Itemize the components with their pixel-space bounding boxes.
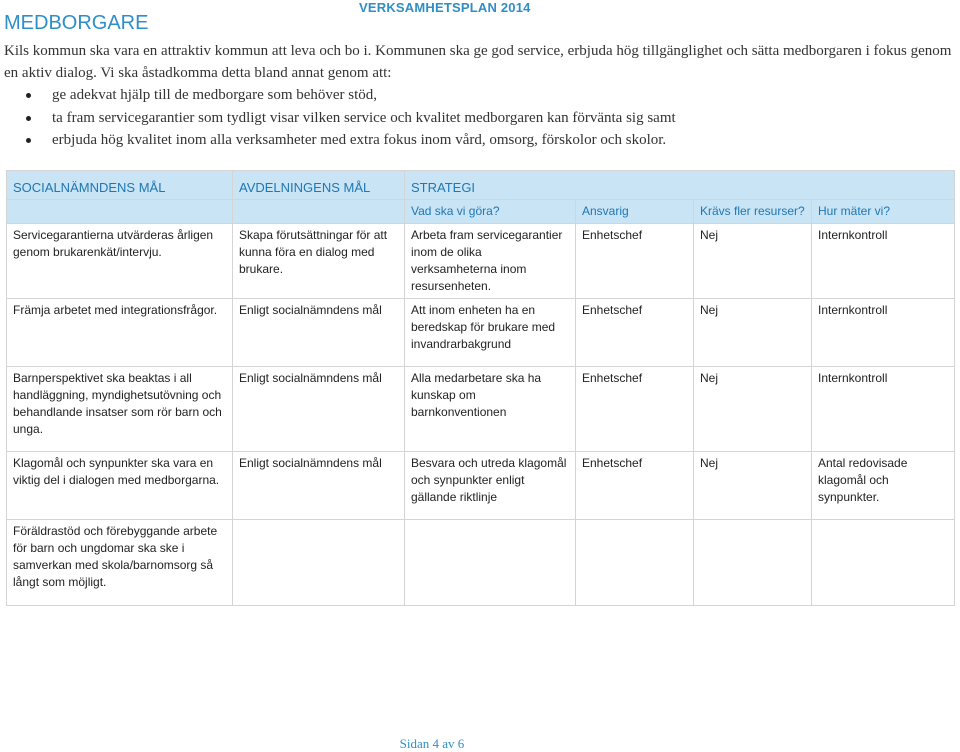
cell-measure: Internkontroll xyxy=(812,299,955,367)
cell-responsible: Enhetschef xyxy=(576,452,694,520)
table-row xyxy=(7,224,955,299)
subheader-responsible: Ansvarig xyxy=(576,200,694,224)
cell-what: Att inom enheten ha en beredskap för brukare med invandrarbakgrund xyxy=(405,299,576,367)
plan-title: VERKSAMHETSPLAN 2014 xyxy=(359,0,531,15)
header-dept-goal: AVDELNINGENS MÅL xyxy=(233,171,405,200)
table-row xyxy=(7,367,955,452)
cell-what: Alla medarbetare ska ha kunskap om barnkonventionen xyxy=(405,367,576,452)
goals-table xyxy=(6,170,955,606)
list-item xyxy=(26,84,946,107)
list-item xyxy=(26,107,946,130)
cell-dept-goal: Skapa förutsättningar för att kunna föra en dialog med brukare. xyxy=(233,224,405,299)
cell-dept-goal: Enligt socialnämndens mål xyxy=(233,367,405,452)
bullet-icon xyxy=(26,138,31,143)
cell-social-goal: Barnperspektivet ska beaktas i all handläggning, myndighetsutövning och behandlande insatser som rör barn och unga. xyxy=(7,367,233,452)
subheader-empty-cell xyxy=(233,200,405,224)
cell-dept-goal: Enligt socialnämndens mål xyxy=(233,299,405,367)
bullet-text: ta fram servicegarantier som tydligt visar vilken service och kvalitet medborgaren kan förvänta sig samt xyxy=(52,109,676,126)
subheader-measure: Hur mäter vi? xyxy=(812,200,955,224)
cell-what xyxy=(405,520,576,606)
cell-dept-goal xyxy=(233,520,405,606)
section-title: MEDBORGARE xyxy=(4,12,149,34)
cell-responsible: Enhetschef xyxy=(576,367,694,452)
header-strategy: STRATEGI xyxy=(405,171,955,200)
subheader-what: Vad ska vi göra? xyxy=(405,200,576,224)
cell-social-goal: Klagomål och synpunkter ska vara en viktig del i dialogen med medborgarna. xyxy=(7,452,233,520)
intro-paragraph: Kils kommun ska vara en attraktiv kommun att leva och bo i. Kommunen ska ge god service, erbjuda hög tillgänglighet och sätta medborgaren i fokus genom en aktiv dialog. Vi ska åstadkomma detta bland annat genom att: xyxy=(4,43,952,81)
cell-measure: Internkontroll xyxy=(812,367,955,452)
cell-responsible xyxy=(576,520,694,606)
subheader-resources: Krävs fler resurser? xyxy=(694,200,812,224)
cell-resources: Nej xyxy=(694,224,812,299)
bullet-text: erbjuda hög kvalitet inom alla verksamheter med extra fokus inom vård, omsorg, förskolor och skolor. xyxy=(52,132,667,148)
cell-social-goal: Främja arbetet med integrationsfrågor. xyxy=(7,299,233,367)
table-subheader-row xyxy=(7,200,955,224)
cell-resources: Nej xyxy=(694,452,812,520)
cell-resources xyxy=(694,520,812,606)
list-item xyxy=(26,129,946,152)
cell-what: Besvara och utreda klagomål och synpunkter enligt gällande riktlinje xyxy=(405,452,576,520)
cell-measure: Internkontroll xyxy=(812,224,955,299)
cell-measure xyxy=(812,520,955,606)
cell-resources: Nej xyxy=(694,367,812,452)
table-row xyxy=(7,299,955,367)
cell-responsible: Enhetschef xyxy=(576,224,694,299)
cell-social-goal: Föräldrastöd och förebyggande arbete för barn och ungdomar ska ske i samverkan med skola/barnomsorg så långt som möjligt. xyxy=(7,520,233,606)
cell-dept-goal: Enligt socialnämndens mål xyxy=(233,452,405,520)
cell-measure: Antal redovisade klagomål och synpunkter. xyxy=(812,452,955,520)
table-row xyxy=(7,452,955,520)
cell-responsible: Enhetschef xyxy=(576,299,694,367)
bullet-text: ge adekvat hjälp till de medborgare som behöver stöd, xyxy=(52,87,378,103)
page-number: Sidan 4 av 6 xyxy=(399,736,465,751)
subheader-empty-cell xyxy=(7,200,233,224)
table-row xyxy=(7,520,955,606)
cell-social-goal: Servicegarantierna utvärderas årligen genom brukarenkät/intervju. xyxy=(7,224,233,299)
header-social-goal: SOCIALNÄMNDENS MÅL xyxy=(7,171,233,200)
bullet-list xyxy=(26,84,946,152)
bullet-icon xyxy=(26,116,31,121)
cell-resources: Nej xyxy=(694,299,812,367)
table-header-row xyxy=(7,171,955,200)
bullet-icon xyxy=(26,93,31,98)
cell-what: Arbeta fram servicegarantier inom de olika verksamheterna inom resursenheten. xyxy=(405,224,576,299)
